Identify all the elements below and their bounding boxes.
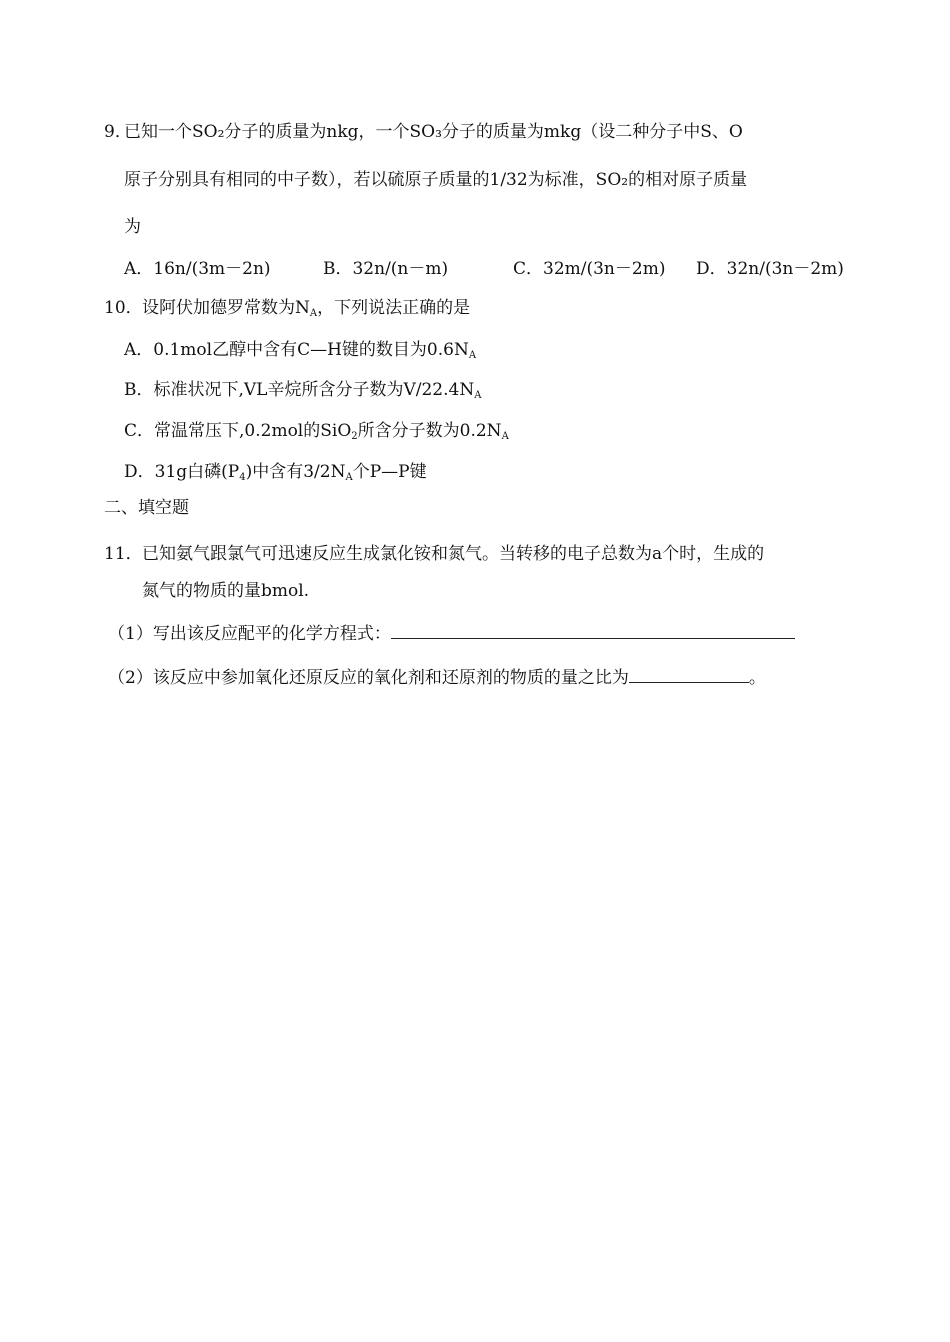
q10-option-c: C．常温常压下,0.2mol的SiO$_2$所含分子数为$0.2N_A$ [124, 421, 509, 442]
q10-stem: 设阿伏加德罗常数为$N_A$，下列说法正确的是 [142, 298, 471, 319]
q9-option-d: D．32n/(3n－2m) [696, 259, 844, 279]
q9-stem-line3: 为 [124, 217, 141, 237]
q9-option-b: B．32n/(n－m) [323, 259, 449, 279]
q11-sub1: （1）写出该反应配平的化学方程式： [108, 622, 795, 645]
q9-option-a: A．16n/(3m－2n) [124, 259, 271, 279]
q10-option-d: D．31g白磷$(P_4)$中含有$3/2N_A$个P—P键 [124, 462, 427, 483]
q11-number: 11． [104, 544, 143, 564]
q10-option-b: B．标准状况下,VL辛烷所含分子数为$V/22.4N_A$ [124, 380, 482, 401]
q9-number: 9． [104, 122, 132, 142]
answer-blank-equation[interactable] [391, 622, 795, 639]
q10-number: 10． [104, 298, 143, 318]
answer-blank-ratio[interactable] [629, 666, 749, 683]
q10-option-a: A．0.1mol乙醇中含有C—H键的数目为$0.6N_A$ [124, 340, 477, 361]
q9-stem-line2: 原子分别具有相同的中子数），若以硫原子质量的1/32为标准，SO₂的相对原子质量 [124, 170, 748, 190]
q11-stem-line1: 已知氨气跟氯气可迅速反应生成氯化铵和氮气。当转移的电子总数为a个时，生成的 [142, 544, 765, 564]
q11-stem-line2: 氮气的物质的量bmol. [142, 581, 310, 601]
q9-option-c: C．32m/(3n－2m) [513, 259, 666, 279]
q11-sub2: （2）该反应中参加氧化还原反应的氧化剂和还原剂的物质的量之比为 。 [108, 668, 766, 688]
section-heading: 二、填空题 [104, 498, 189, 518]
q9-stem-line1: 已知一个SO₂分子的质量为nkg，一个SO₃分子的质量为mkg（设二种分子中S、O [124, 122, 743, 142]
